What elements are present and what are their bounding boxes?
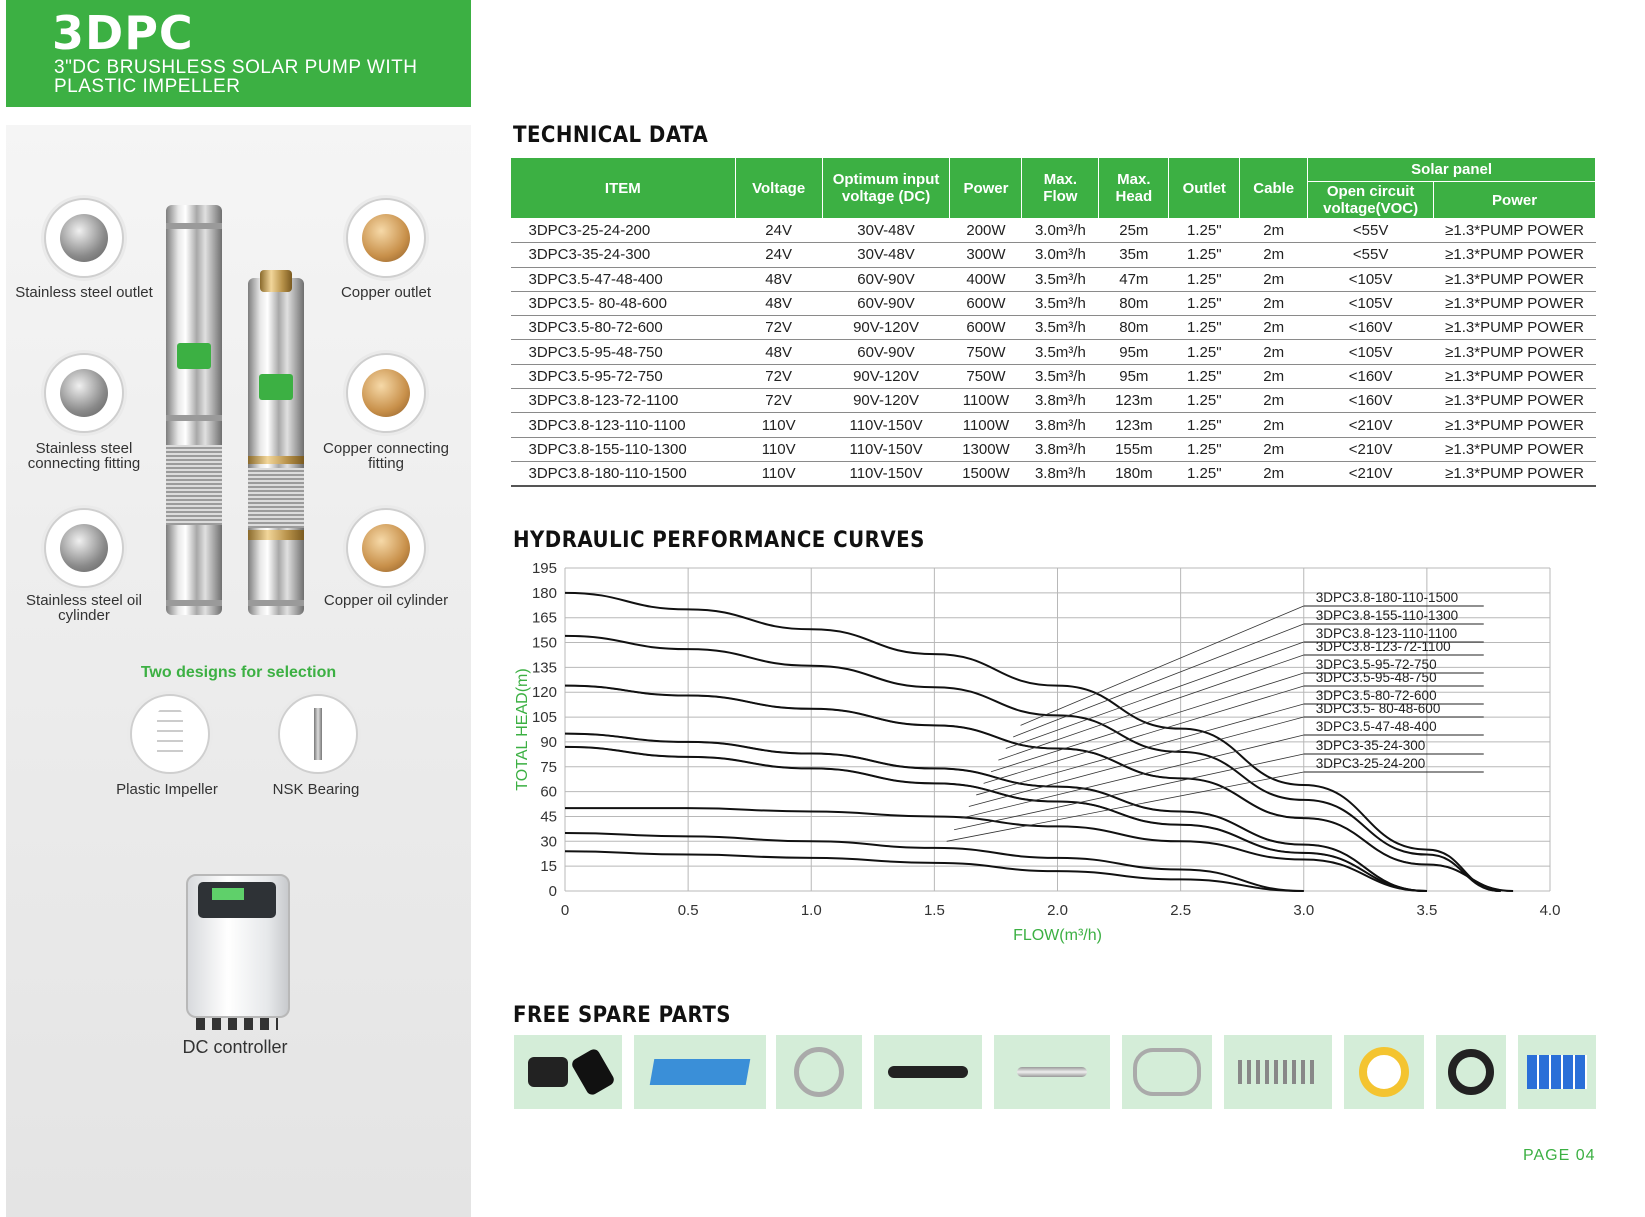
table-cell: <210V <box>1308 437 1434 461</box>
legend-label: 3DPC3.5- 80-48-600 <box>1315 701 1441 716</box>
table-cell: 2m <box>1240 291 1308 315</box>
copper-outlet-image <box>346 198 426 278</box>
table-cell: 1100W <box>950 413 1022 437</box>
heat-shrink-tube-image <box>634 1035 766 1109</box>
y-tick-label: 15 <box>540 858 557 876</box>
table-cell: 3DPC3-25-24-200 <box>511 219 736 243</box>
table-cell: <55V <box>1308 243 1434 267</box>
legend-leader <box>991 673 1304 772</box>
y-tick-label: 0 <box>548 883 557 900</box>
table-row <box>511 413 1596 437</box>
table-cell: 3DPC3.5-95-48-750 <box>511 340 736 364</box>
y-tick-label: 30 <box>540 833 557 851</box>
plastic-impeller-image <box>130 694 210 774</box>
table-cell: 2m <box>1240 413 1308 437</box>
nsk-bearing-label: NSK Bearing <box>272 781 360 798</box>
stainless-pump-image <box>166 205 222 615</box>
product-code: 3DPC <box>52 6 194 60</box>
table-cell: 60V-90V <box>822 267 950 291</box>
legend-leader <box>1021 606 1304 725</box>
table-cell: 1500W <box>950 461 1022 486</box>
dc-controller-image <box>186 874 290 1018</box>
th-max-head: Max. Head <box>1099 158 1169 219</box>
technical-data-rows <box>511 219 1596 487</box>
product-subtitle <box>54 58 417 96</box>
technical-data-heading: TECHNICAL DATA <box>513 123 709 148</box>
table-cell: 90V-120V <box>822 316 950 340</box>
table-cell: <160V <box>1308 316 1434 340</box>
stainless-fitting-image <box>44 353 124 433</box>
table-cell: 2m <box>1240 267 1308 291</box>
table-cell: 3DPC3.5-95-72-750 <box>511 364 736 388</box>
table-cell: 1.25" <box>1169 243 1240 267</box>
th-optimum-voltage: Optimum input voltage (DC) <box>822 158 950 219</box>
spare-parts-heading: FREE SPARE PARTS <box>513 1003 732 1028</box>
table-row <box>511 219 1596 243</box>
table-cell: <160V <box>1308 389 1434 413</box>
table-row <box>511 389 1596 413</box>
y-tick-label: 60 <box>540 783 557 801</box>
table-cell: <105V <box>1308 340 1434 364</box>
table-cell: 60V-90V <box>822 340 950 364</box>
legend-label: 3DPC3-25-24-200 <box>1315 756 1426 771</box>
table-cell: 3.0m³/h <box>1022 243 1099 267</box>
table-cell: 123m <box>1099 389 1169 413</box>
table-cell: 80m <box>1099 316 1169 340</box>
th-solar-panel: Solar panel <box>1308 158 1596 182</box>
table-cell: 1.25" <box>1169 291 1240 315</box>
table-cell: 2m <box>1240 437 1308 461</box>
table-cell: 1.25" <box>1169 316 1240 340</box>
y-tick-label: 105 <box>531 709 557 727</box>
x-tick-label: 1.0 <box>800 902 822 919</box>
x-tick-label: 1.5 <box>923 902 945 919</box>
table-cell: 3.8m³/h <box>1022 389 1099 413</box>
curves-heading: HYDRAULIC PERFORMANCE CURVES <box>513 528 925 553</box>
y-axis-title: TOTAL HEAD(m) <box>514 668 531 791</box>
x-tick-label: 3.0 <box>1293 902 1315 919</box>
legend-leader <box>1013 624 1304 737</box>
performance-chart <box>505 560 1615 980</box>
th-item: ITEM <box>511 158 736 219</box>
stainless-outlet-image <box>44 198 124 278</box>
table-row <box>511 291 1596 315</box>
wire-connectors-image <box>1518 1035 1596 1109</box>
table-cell: 48V <box>735 340 822 364</box>
stainless-fitting-label: Stainless steel connecting fitting <box>27 440 141 472</box>
table-cell: 2m <box>1240 316 1308 340</box>
dc-controller-label: DC controller <box>182 1037 288 1057</box>
table-cell: 155m <box>1099 437 1169 461</box>
hose-clamp-image <box>776 1035 862 1109</box>
table-cell: 1100W <box>950 389 1022 413</box>
table-cell: 90V-120V <box>822 389 950 413</box>
table-cell: 600W <box>950 291 1022 315</box>
table-row <box>511 461 1596 486</box>
nsk-bearing-image <box>278 694 358 774</box>
copper-fitting-image <box>346 353 426 433</box>
page-number: PAGE 04 <box>1523 1147 1596 1164</box>
curve-line <box>565 686 1513 891</box>
copper-cylinder-image <box>346 508 426 588</box>
table-cell: 110V <box>735 413 822 437</box>
safety-hooks-image <box>1122 1035 1212 1109</box>
legend-label: 3DPC3.5-95-48-750 <box>1315 670 1437 685</box>
table-cell: 48V <box>735 267 822 291</box>
y-tick-label: 90 <box>540 733 557 751</box>
table-cell: 47m <box>1099 267 1169 291</box>
y-tick-label: 165 <box>531 609 557 627</box>
table-cell: 24V <box>735 219 822 243</box>
copper-fitting-label: Copper connecting fitting <box>323 440 449 472</box>
x-tick-label: 0 <box>560 902 570 919</box>
table-cell: 3.5m³/h <box>1022 364 1099 388</box>
y-tick-label: 195 <box>531 560 557 577</box>
table-cell: 3DPC3.8-180-110-1500 <box>511 461 736 486</box>
table-cell: 72V <box>735 389 822 413</box>
table-cell: 1.25" <box>1169 413 1240 437</box>
curve-line <box>565 686 1513 891</box>
teflon-tape-image <box>1344 1035 1424 1109</box>
table-cell: 35m <box>1099 243 1169 267</box>
stainless-outlet-label: Stainless steel outlet <box>15 284 153 301</box>
table-cell: 72V <box>735 364 822 388</box>
table-row <box>511 364 1596 388</box>
table-cell: ≥1.3*PUMP POWER <box>1434 316 1596 340</box>
legend-leader <box>947 772 1304 841</box>
table-cell: <105V <box>1308 291 1434 315</box>
table-cell: 110V-150V <box>822 413 950 437</box>
legend-label: 3DPC3.8-123-110-1100 <box>1315 626 1458 641</box>
table-cell: 110V <box>735 437 822 461</box>
table-cell: ≥1.3*PUMP POWER <box>1434 364 1596 388</box>
table-cell: <160V <box>1308 364 1434 388</box>
legend-label: 3DPC3.8-155-110-1300 <box>1315 608 1459 623</box>
table-cell: 3.5m³/h <box>1022 267 1099 291</box>
table-cell: 110V-150V <box>822 437 950 461</box>
th-cable: Cable <box>1240 158 1308 219</box>
table-row <box>511 316 1596 340</box>
table-cell: 3DPC3.8-123-110-1100 <box>511 413 736 437</box>
th-solar-power: Power <box>1434 182 1596 219</box>
table-cell: ≥1.3*PUMP POWER <box>1434 243 1596 267</box>
table-cell: 30V-48V <box>822 219 950 243</box>
x-tick-label: 2.0 <box>1047 902 1068 919</box>
table-cell: 3DPC3.8-123-72-1100 <box>511 389 736 413</box>
table-cell: 1.25" <box>1169 267 1240 291</box>
table-cell: <210V <box>1308 461 1434 486</box>
table-cell: 3DPC3.8-155-110-1300 <box>511 437 736 461</box>
table-cell: 3DPC3.5- 80-48-600 <box>511 291 736 315</box>
legend-label: 3DPC3.8-123-72-1100 <box>1315 639 1451 654</box>
table-cell: 2m <box>1240 461 1308 486</box>
table-cell: 1.25" <box>1169 340 1240 364</box>
table-row <box>511 267 1596 291</box>
table-cell: 3.8m³/h <box>1022 413 1099 437</box>
table-cell: ≥1.3*PUMP POWER <box>1434 389 1596 413</box>
table-cell: 60V-90V <box>822 291 950 315</box>
table-cell: 80m <box>1099 291 1169 315</box>
legend-label: 3DPC3.8-180-110-1500 <box>1315 590 1459 605</box>
x-tick-label: 3.5 <box>1416 902 1438 919</box>
table-cell: 1.25" <box>1169 437 1240 461</box>
table-row <box>511 243 1596 267</box>
table-cell: 750W <box>950 340 1022 364</box>
th-outlet: Outlet <box>1169 158 1240 219</box>
cable-glands-image <box>514 1035 622 1109</box>
subtitle-line-1: 3"DC BRUSHLESS SOLAR PUMP WITH <box>54 57 418 78</box>
table-cell: 3.5m³/h <box>1022 316 1099 340</box>
table-cell: 750W <box>950 364 1022 388</box>
table-cell: 3DPC3-35-24-300 <box>511 243 736 267</box>
table-cell: 95m <box>1099 340 1169 364</box>
th-max-flow: Max. Flow <box>1022 158 1099 219</box>
table-cell: 2m <box>1240 219 1308 243</box>
table-cell: <210V <box>1308 413 1434 437</box>
table-cell: 2m <box>1240 340 1308 364</box>
x-tick-label: 2.5 <box>1170 902 1192 919</box>
y-tick-label: 180 <box>531 584 557 602</box>
th-voc: Open circuit voltage(VOC) <box>1308 182 1434 219</box>
table-cell: 110V-150V <box>822 461 950 486</box>
table-cell: 1300W <box>950 437 1022 461</box>
legend-leader <box>1006 642 1304 749</box>
table-cell: ≥1.3*PUMP POWER <box>1434 267 1596 291</box>
y-tick-label: 45 <box>540 808 557 826</box>
table-cell: 24V <box>735 243 822 267</box>
stainless-cylinder-image <box>44 508 124 588</box>
legend-leader <box>969 717 1304 807</box>
y-tick-label: 120 <box>531 684 557 702</box>
table-row <box>511 340 1596 364</box>
cable-ties-image <box>874 1035 982 1109</box>
table-cell: 1.25" <box>1169 364 1240 388</box>
technical-data-table <box>510 157 1596 487</box>
table-cell: 3DPC3.5-80-72-600 <box>511 316 736 340</box>
table-cell: 2m <box>1240 389 1308 413</box>
table-cell: ≥1.3*PUMP POWER <box>1434 291 1596 315</box>
legend-label: 3DPC3-35-24-300 <box>1315 738 1426 753</box>
table-cell: 2m <box>1240 243 1308 267</box>
table-cell: ≥1.3*PUMP POWER <box>1434 413 1596 437</box>
table-cell: 3.5m³/h <box>1022 291 1099 315</box>
table-cell: ≥1.3*PUMP POWER <box>1434 437 1596 461</box>
table-cell: 400W <box>950 267 1022 291</box>
table-cell: 1.25" <box>1169 219 1240 243</box>
two-designs-label: Two designs for selection <box>140 664 337 681</box>
stainless-cylinder-label: Stainless steel oil cylinder <box>26 592 142 624</box>
y-tick-label: 150 <box>531 634 557 652</box>
table-cell: <105V <box>1308 267 1434 291</box>
table-cell: 48V <box>735 291 822 315</box>
legend-label: 3DPC3.5-95-72-750 <box>1315 657 1437 672</box>
th-power: Power <box>950 158 1022 219</box>
table-cell: 2m <box>1240 364 1308 388</box>
table-cell: 300W <box>950 243 1022 267</box>
table-row <box>511 437 1596 461</box>
table-cell: 200W <box>950 219 1022 243</box>
table-cell: 30V-48V <box>822 243 950 267</box>
table-cell: 1.25" <box>1169 461 1240 486</box>
table-cell: 110V <box>735 461 822 486</box>
rope-thimble-image <box>994 1035 1110 1109</box>
x-tick-label: 0.5 <box>677 902 699 919</box>
legend-label: 3DPC3.5-47-48-400 <box>1315 719 1437 734</box>
table-cell: 3DPC3.5-47-48-400 <box>511 267 736 291</box>
table-cell: ≥1.3*PUMP POWER <box>1434 340 1596 364</box>
electrical-tape-image <box>1436 1035 1506 1109</box>
table-cell: 3.8m³/h <box>1022 437 1099 461</box>
screws-image <box>1224 1035 1332 1109</box>
copper-outlet-label: Copper outlet <box>340 284 432 301</box>
plastic-impeller-label: Plastic Impeller <box>116 781 218 798</box>
table-cell: ≥1.3*PUMP POWER <box>1434 461 1596 486</box>
copper-pump-image <box>248 278 304 615</box>
table-cell: 1.25" <box>1169 389 1240 413</box>
table-cell: 123m <box>1099 413 1169 437</box>
th-voltage: Voltage <box>735 158 822 219</box>
table-cell: 90V-120V <box>822 364 950 388</box>
copper-cylinder-label: Copper oil cylinder <box>323 592 449 609</box>
table-cell: 25m <box>1099 219 1169 243</box>
header-banner <box>6 0 471 107</box>
table-cell: 3.5m³/h <box>1022 340 1099 364</box>
table-cell: 72V <box>735 316 822 340</box>
y-tick-label: 75 <box>540 758 557 776</box>
table-cell: 600W <box>950 316 1022 340</box>
x-tick-label: 4.0 <box>1539 902 1561 919</box>
table-cell: 3.8m³/h <box>1022 461 1099 486</box>
table-cell: <55V <box>1308 219 1434 243</box>
table-cell: 95m <box>1099 364 1169 388</box>
table-cell: 3.0m³/h <box>1022 219 1099 243</box>
x-axis-title: FLOW(m³/h) <box>1013 927 1102 944</box>
legend-label: 3DPC3.5-80-72-600 <box>1315 688 1437 703</box>
table-cell: ≥1.3*PUMP POWER <box>1434 219 1596 243</box>
table-cell: 180m <box>1099 461 1169 486</box>
subtitle-line-2: PLASTIC IMPELLER <box>54 76 241 97</box>
y-tick-label: 135 <box>531 659 557 677</box>
